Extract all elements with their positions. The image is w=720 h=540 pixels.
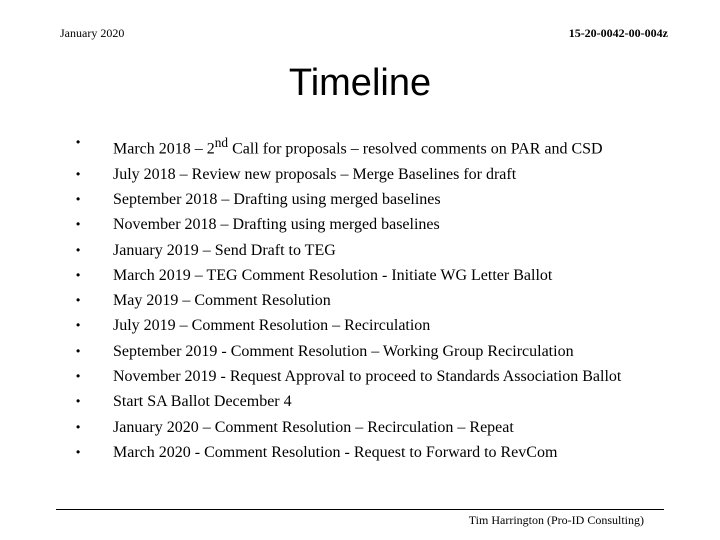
timeline-item-text: November 2018 – Drafting using merged baselines: [113, 216, 440, 234]
bullet-icon: •: [76, 343, 81, 358]
footer-divider: [56, 509, 664, 510]
timeline-item-text: May 2019 – Comment Resolution: [113, 292, 331, 310]
timeline-item: [76, 442, 656, 463]
timeline-item-text: September 2019 - Comment Resolution – Working Group Recirculation: [113, 342, 574, 360]
bullet-icon: •: [76, 369, 81, 383]
timeline-item-text-continued: Call for proposals – resolved comments on PAR and CSD: [228, 140, 603, 158]
bullet-icon: •: [76, 419, 81, 434]
header-doc-number: 15-20-0042-00-004z: [568, 26, 668, 40]
footer-author: Tim Harrington (Pro-ID Consulting): [468, 513, 644, 527]
timeline-item: [76, 341, 656, 362]
timeline-item: [76, 189, 656, 210]
timeline-item: [76, 265, 656, 286]
header-date: January 2020: [60, 26, 125, 40]
bullet-icon: •: [76, 217, 81, 232]
bullet-icon: •: [76, 318, 81, 333]
timeline-item: [76, 315, 656, 336]
timeline-item: [76, 290, 656, 311]
timeline-list: [76, 132, 656, 467]
bullet-icon: •: [76, 135, 81, 149]
bullet-icon: •: [76, 191, 81, 206]
bullet-icon: •: [76, 293, 81, 308]
timeline-item: [76, 214, 656, 235]
timeline-item-text: March 2018 – 2: [113, 140, 215, 158]
timeline-item: [76, 132, 656, 159]
timeline-item-text: January 2019 – Send Draft to TEG: [113, 241, 336, 259]
timeline-item-text: March 2020 - Comment Resolution - Request to Forward to RevCom: [113, 443, 558, 461]
timeline-item-text: July 2018 – Review new proposals – Merge Baselines for draft: [113, 165, 517, 183]
bullet-icon: •: [76, 166, 81, 181]
bullet-icon: •: [76, 444, 81, 459]
timeline-item: [76, 164, 656, 185]
timeline-item: [76, 417, 656, 438]
timeline-item: [76, 391, 656, 412]
bullet-icon: •: [76, 242, 81, 257]
timeline-item: [76, 240, 656, 261]
timeline-item-superscript: nd: [214, 135, 229, 150]
bullet-icon: •: [76, 267, 81, 282]
bullet-icon: •: [76, 394, 81, 409]
timeline-item-text: March 2019 – TEG Comment Resolution - Initiate WG Letter Ballot: [113, 266, 553, 284]
timeline-item-text: September 2018 – Drafting using merged baselines: [113, 190, 441, 208]
slide-title: Timeline: [288, 62, 432, 104]
timeline-item-text: January 2020 – Comment Resolution – Recirculation – Repeat: [113, 418, 514, 436]
timeline-item: [76, 366, 656, 387]
timeline-item-text: November 2019 - Request Approval to proceed to Standards Association Ballot: [113, 368, 622, 385]
timeline-item-text: Start SA Ballot December 4: [113, 393, 292, 411]
timeline-item-text: July 2019 – Comment Resolution – Recirculation: [113, 317, 431, 335]
